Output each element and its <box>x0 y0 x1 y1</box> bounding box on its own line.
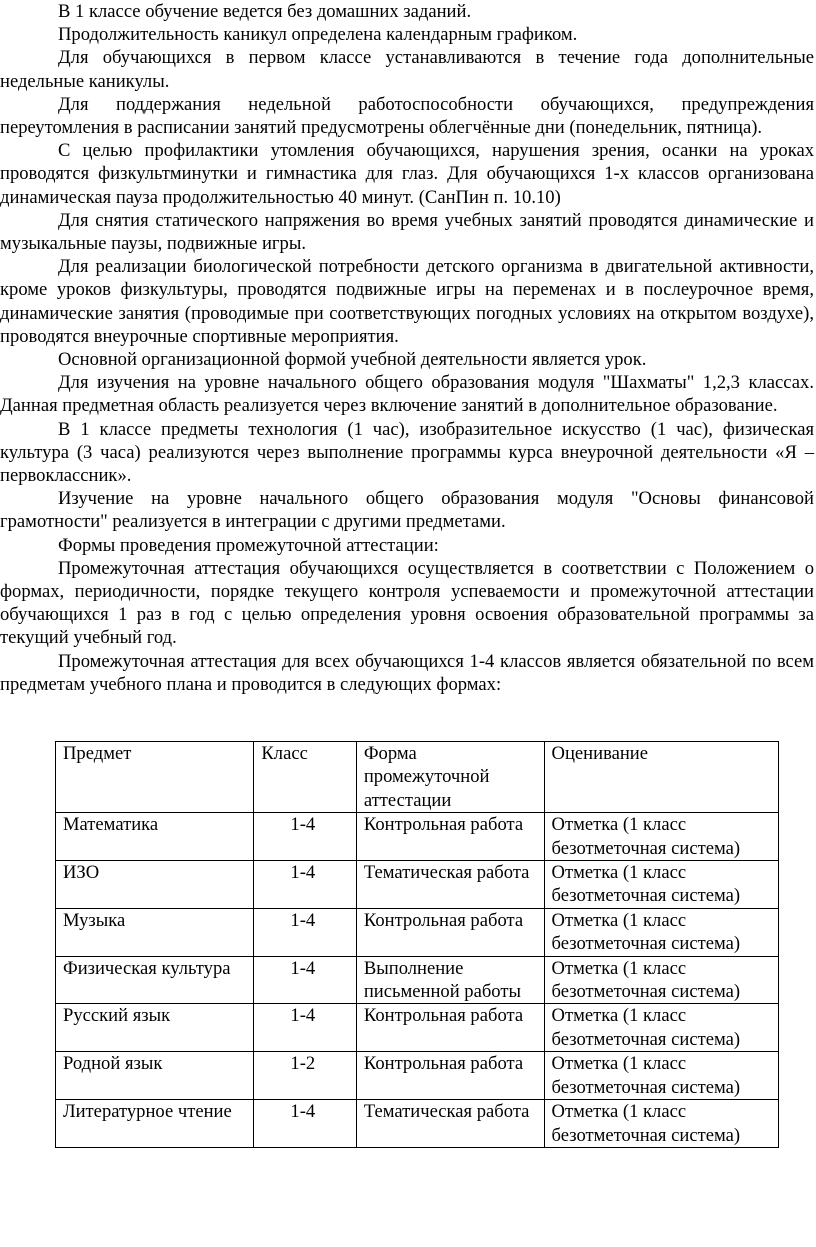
cell-evaluation: Отметка (1 класс безотметочная система) <box>544 908 778 956</box>
cell-grades <box>254 1100 356 1148</box>
paragraph-dynamic-pauses: Для снятия статического напряжения во время учебных занятий проводятся динамические и музыкальные паузы, подвижные игры. <box>0 209 814 255</box>
cell-form: Выполнение письменной работы <box>356 956 544 1004</box>
paragraph-financial-literacy: Изучение на уровне начального общего образования модуля "Основы финансовой грамотности" реализуется в интеграции с другими предметами. <box>0 488 814 533</box>
attestation-table <box>55 741 779 1148</box>
cell-grades-value: 1-4 <box>290 862 316 884</box>
paragraph-lesson-form: Основной организационной формой учебной деятельности является урок. <box>58 349 647 371</box>
cell-subject: Математика <box>56 813 254 861</box>
cell-subject: Музыка <box>56 908 254 956</box>
table-row <box>56 908 779 956</box>
table-row <box>56 1052 779 1100</box>
cell-evaluation: Отметка (1 класс безотметочная система) <box>544 956 778 1004</box>
cell-grades-value: 1-4 <box>290 814 316 836</box>
cell-grades <box>254 813 356 861</box>
cell-subject: Русский язык <box>56 1004 254 1052</box>
cell-grades <box>254 861 356 909</box>
cell-subject: Литературное чтение <box>56 1100 254 1148</box>
header-evaluation: Оценивание <box>544 742 778 813</box>
header-subject: Предмет <box>56 742 254 813</box>
cell-grades-value: 1-4 <box>290 957 316 979</box>
cell-form: Контрольная работа <box>356 813 544 861</box>
table-row <box>56 1004 779 1052</box>
paragraph-light-days: Для поддержания недельной работоспособности обучающихся, предупреждения переутомления в расписании занятий предусмотрены облегчённые дни (понедельник, пятница). <box>0 93 814 139</box>
cell-form: Контрольная работа <box>356 1004 544 1052</box>
cell-grades <box>254 1052 356 1100</box>
table-row <box>56 1100 779 1148</box>
paragraph-holidays-duration: Продолжительность каникул определена календарным графиком. <box>58 24 578 46</box>
paragraph-attestation-regulation: Промежуточная аттестация обучающихся осуществляется в соответствии с Положением о формах, периодичности, порядке текущего контроля успеваемости и промежуточной аттестации обучающихся 1 раз в год с целью определения уровня освоения образовательной программы за текущий учебный год. <box>0 557 814 649</box>
cell-evaluation: Отметка (1 класс безотметочная система) <box>544 1004 778 1052</box>
paragraph-no-homework: В 1 классе обучение ведется без домашних заданий. <box>58 1 472 22</box>
cell-form: Тематическая работа <box>356 861 544 909</box>
cell-grades <box>254 908 356 956</box>
cell-form: Контрольная работа <box>356 1052 544 1100</box>
paragraph-first-grade-subjects: В 1 классе предметы технология (1 час), изобразительное искусство (1 час), физическая культура (3 часа) реализуются через выполнение программы курса внеурочной деятельности «Я – первоклассник». <box>0 418 814 487</box>
cell-subject: ИЗО <box>56 861 254 909</box>
cell-grades-value: 1-2 <box>290 1053 316 1075</box>
paragraph-extra-holidays: Для обучающихся в первом классе устанавливаются в течение года дополнительные недельные каникулы. <box>0 47 814 92</box>
cell-grades-value: 1-4 <box>290 1005 316 1027</box>
table-row <box>56 861 779 909</box>
paragraph-chess-module: Для изучения на уровне начального общего образования модуля "Шахматы" 1,2,3 классах. Данная предметная область реализуется через включение занятий в дополнительное образование. <box>0 372 814 417</box>
cell-evaluation: Отметка (1 класс безотметочная система) <box>544 1100 778 1148</box>
header-form: Форма промежуточной аттестации <box>356 742 544 813</box>
cell-grades <box>254 1004 356 1052</box>
paragraph-attestation-forms-heading: Формы проведения промежуточной аттестации: <box>58 534 439 556</box>
cell-evaluation: Отметка (1 класс безотметочная система) <box>544 813 778 861</box>
table-header-row <box>56 742 779 813</box>
table-row <box>56 956 779 1004</box>
cell-grades <box>254 956 356 1004</box>
header-grade <box>254 742 356 813</box>
paragraph-motor-activity: Для реализации биологической потребности детского организма в двигательной активности, кроме уроков физкультуры, проводятся подвижные игры на переменах и в послеурочное время, динамические занятия (проводимые при соответствующих погодных условиях на открытом воздухе), проводятся внеурочные спортивные мероприятия. <box>0 256 814 347</box>
cell-evaluation: Отметка (1 класс безотметочная система) <box>544 861 778 909</box>
cell-grades-value: 1-4 <box>290 909 316 931</box>
cell-subject: Родной язык <box>56 1052 254 1100</box>
header-grade-label: Класс <box>261 743 308 764</box>
cell-form: Контрольная работа <box>356 908 544 956</box>
paragraph-fatigue-prevention: С целью профилактики утомления обучающихся, нарушения зрения, осанки на уроках проводятся физкультминутки и гимнастика для глаз. Для обучающихся 1-х классов организована динамическая пауза продолжительностью 40 минут. (СанПин п. 10.10) <box>0 140 814 208</box>
paragraph-attestation-mandatory: Промежуточная аттестация для всех обучающихся 1-4 классов является обязательной по всем предметам учебного плана и проводится в следующих формах: <box>0 650 814 695</box>
cell-form: Тематическая работа <box>356 1100 544 1148</box>
cell-evaluation: Отметка (1 класс безотметочная система) <box>544 1052 778 1100</box>
cell-subject: Физическая культура <box>56 956 254 1004</box>
table-row <box>56 813 779 861</box>
cell-grades-value: 1-4 <box>290 1101 316 1123</box>
